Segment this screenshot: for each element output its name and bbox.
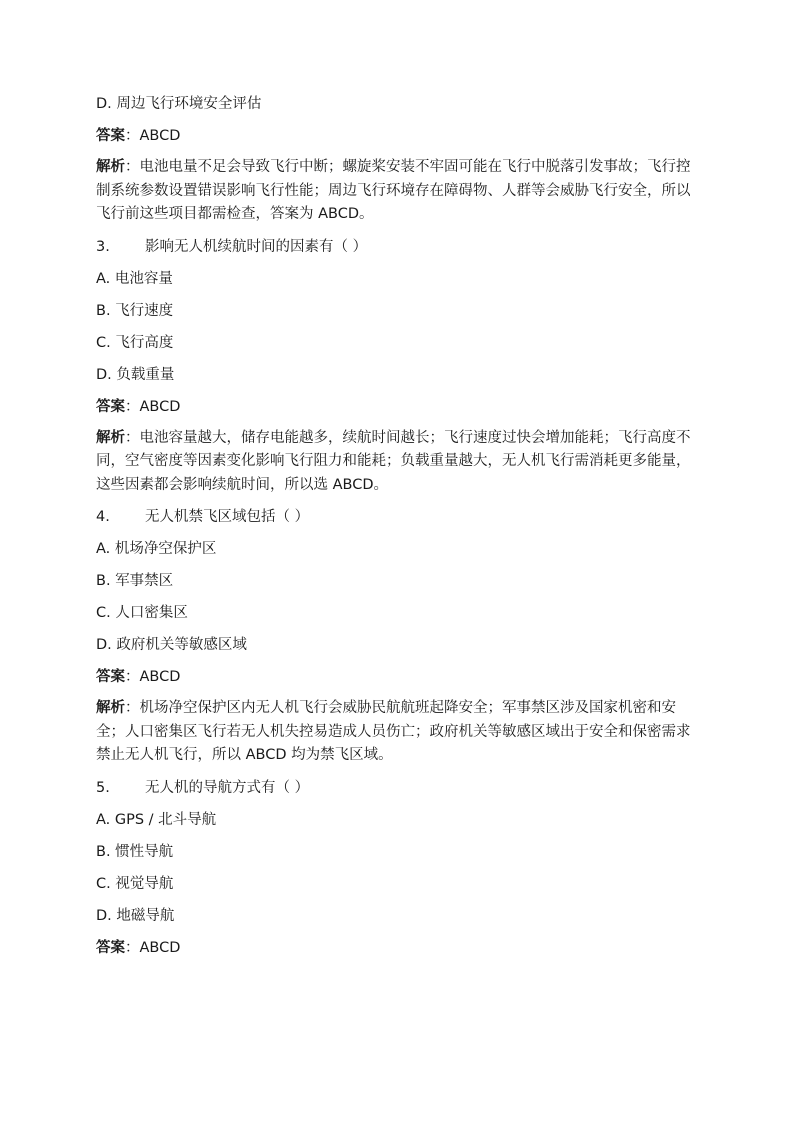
q2-answer [96, 124, 706, 148]
analysis-line: 同，空气密度等因素变化影响飞行阻力和能耗；负载重量越大，无人机飞行需消耗更多能量， [96, 453, 691, 469]
q4-option-b: B. 军事禁区 [96, 573, 174, 589]
analysis-text: 电池容量越大，储存电能越多，续航时间越长；飞行速度过快会增加能耗；飞行高度不 [139, 429, 691, 446]
question-text: 无人机禁飞区域包括（ ） [145, 509, 310, 525]
question-number: 5. [96, 779, 110, 796]
analysis-line: 飞行前这些项目都需检查，答案为 ABCD。 [96, 206, 374, 222]
q4-question [96, 505, 706, 529]
colon: ： [125, 939, 140, 956]
q5-option-a: A. GPS / 北斗导航 [96, 811, 217, 828]
colon: ： [125, 700, 140, 716]
analysis-label: 解析 [96, 700, 125, 716]
q5-option-b: B. 惯性导航 [96, 843, 174, 860]
q3-option-d: D. 负载重量 [96, 366, 175, 383]
q3-option-a: A. 电池容量 [96, 270, 173, 287]
q3-answer [96, 395, 706, 419]
analysis-line [96, 427, 706, 451]
question-number: 4. [96, 509, 110, 525]
analysis-line [96, 156, 706, 180]
analysis-line: 制系统参数设置错误影响飞行性能；周边飞行环境存在障碍物、人群等会威胁飞行安全，所以 [96, 182, 691, 199]
q5-option-d: D. 地磁导航 [96, 907, 175, 924]
question-text: 影响无人机续航时间的因素有（ ） [145, 238, 368, 255]
analysis-text: 机场净空保护区内无人机飞行会威胁民航航班起降安全；军事禁区涉及国家机密和安 [139, 700, 676, 716]
analysis-line: 全；人口密集区飞行若无人机失控易造成人员伤亡；政府机关等敏感区域出于安全和保密需求 [96, 723, 691, 740]
q5-question [96, 776, 706, 800]
colon: ： [125, 398, 140, 415]
question-number: 3. [96, 238, 110, 255]
question-text: 无人机的导航方式有（ ） [145, 779, 310, 796]
colon: ： [125, 429, 140, 446]
q2-option-d: D. 周边飞行环境安全评估 [96, 96, 262, 112]
colon: ： [125, 669, 140, 685]
analysis-line: 这些因素都会影响续航时间，所以选 ABCD。 [96, 476, 389, 493]
q3-question [96, 235, 706, 259]
answer-value: ABCD [139, 398, 181, 415]
q4-answer [96, 665, 706, 689]
colon: ： [125, 128, 140, 144]
document-page [96, 92, 706, 968]
analysis-label: 解析 [96, 429, 125, 446]
q4-option-a: A. 机场净空保护区 [96, 541, 217, 557]
q3-option-b: B. 飞行速度 [96, 302, 174, 319]
analysis-line [96, 697, 706, 721]
q4-option-c: C. 人口密集区 [96, 605, 188, 621]
answer-label: 答案 [96, 939, 125, 956]
answer-label: 答案 [96, 398, 125, 415]
answer-value: ABCD [139, 669, 181, 685]
answer-label: 答案 [96, 669, 125, 685]
analysis-text: 电池电量不足会导致飞行中断；螺旋桨安装不牢固可能在飞行中脱落引发事故；飞行控 [139, 159, 691, 175]
q5-option-c: C. 视觉导航 [96, 875, 174, 892]
q3-option-c: C. 飞行高度 [96, 334, 174, 351]
q2-analysis [96, 156, 706, 227]
answer-label: 答案 [96, 128, 125, 144]
q5-answer [96, 936, 706, 960]
colon: ： [125, 159, 140, 175]
q4-analysis [96, 697, 706, 768]
analysis-label: 解析 [96, 159, 125, 175]
q4-option-d: D. 政府机关等敏感区域 [96, 637, 247, 653]
answer-value: ABCD [139, 939, 181, 956]
answer-value: ABCD [139, 128, 181, 144]
q3-analysis [96, 427, 706, 498]
analysis-line: 禁止无人机飞行，所以 ABCD 均为禁飞区域。 [96, 747, 393, 763]
